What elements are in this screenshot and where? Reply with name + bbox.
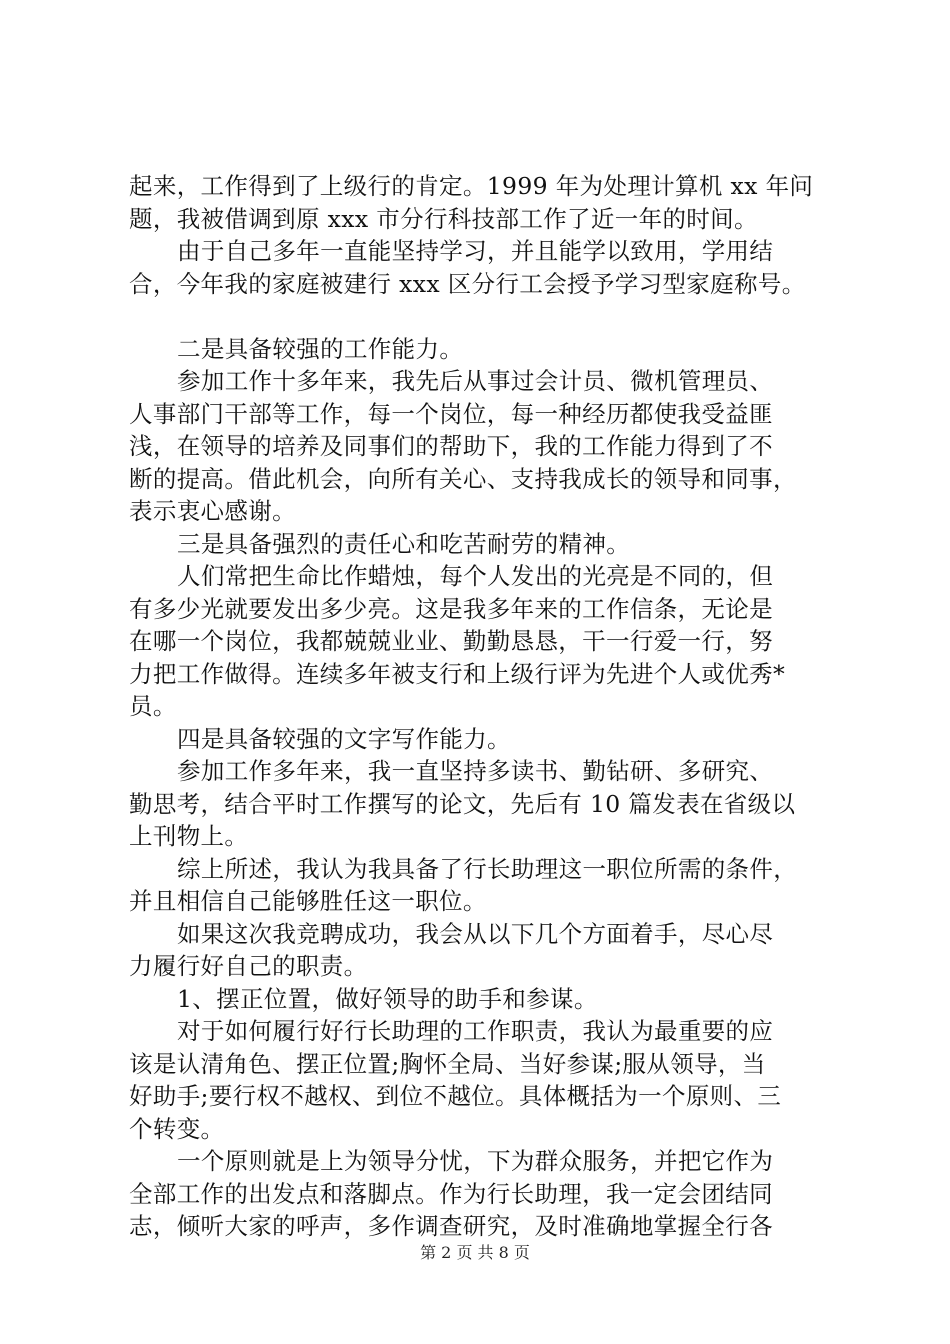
blank-line (129, 300, 829, 333)
text-line: 并且相信自己能够胜任这一职位。 (129, 887, 487, 915)
text-line: 二是具备较强的工作能力。 (177, 334, 464, 363)
text-line: 上刊物上。 (129, 822, 249, 850)
text-line: 力履行好自己的职责。 (129, 952, 368, 980)
text-line: 人事部门干部等工作，每一个岗位，每一种经历都使我受益匪 (129, 399, 773, 428)
text-line: 起来，工作得到了上级行的肯定。1999 年为处理计算机 xx 年问 (129, 172, 814, 200)
text-line: 员。 (129, 692, 177, 720)
page-number-footer: 第 2 页 共 8 页 (420, 1243, 530, 1262)
text-line: 力把工作做得。连续多年被支行和上级行评为先进个人或优秀* (129, 659, 786, 688)
text-line: 勤思考，结合平时工作撰写的论文，先后有 10 篇发表在省级以 (129, 789, 796, 818)
text-line: 对于如何履行好行长助理的工作职责，我认为最重要的应 (177, 1017, 774, 1045)
document-body (129, 170, 829, 1243)
text-line: 好助手;要行权不越权、到位不越位。具体概括为一个原则、三 (129, 1082, 782, 1110)
text-line: 合，今年我的家庭被建行 xxx 区分行工会授予学习型家庭称号。 (129, 269, 806, 298)
text-line: 该是认清角色、摆正位置;胸怀全局、当好参谋;服从领导，当 (129, 1049, 766, 1078)
text-line: 表示衷心感谢。 (129, 497, 296, 525)
text-line: 参加工作十多年来，我先后从事过会计员、微机管理员、 (177, 367, 774, 395)
text-line: 在哪一个岗位，我都兢兢业业、勤勤恳恳，干一行爱一行，努 (129, 627, 773, 655)
text-line: 志，倾听大家的呼声，多作调查研究，及时准确地掌握全行各 (129, 1212, 773, 1240)
text-line: 题，我被借调到原 xxx 市分行科技部工作了近一年的时间。 (129, 204, 758, 233)
text-line: 三是具备强烈的责任心和吃苦耐劳的精神。 (177, 529, 631, 558)
text-line: 如果这次我竞聘成功，我会从以下几个方面着手，尽心尽 (177, 919, 774, 948)
text-line: 参加工作多年来，我一直坚持多读书、勤钻研、多研究、 (177, 757, 774, 785)
text-line: 由于自己多年一直能坚持学习，并且能学以致用，学用结 (177, 237, 774, 265)
text-line: 全部工作的出发点和落脚点。作为行长助理，我一定会团结同 (129, 1179, 773, 1208)
text-line: 浅，在领导的培养及同事们的帮助下，我的工作能力得到了不 (129, 432, 773, 460)
text-line: 四是具备较强的文字写作能力。 (177, 724, 511, 753)
text-line: 综上所述，我认为我具备了行长助理这一职位所需的条件， (177, 854, 798, 883)
text-line: 有多少光就要发出多少亮。这是我多年来的工作信条，无论是 (129, 594, 773, 623)
text-line: 断的提高。借此机会，向所有关心、支持我成长的领导和同事， (129, 464, 797, 493)
text-line: 人们常把生命比作蜡烛，每个人发出的光亮是不同的，但 (177, 562, 774, 590)
text-line: 1、摆正位置，做好领导的助手和参谋。 (177, 984, 598, 1013)
text-line: 一个原则就是上为领导分忧，下为群众服务，并把它作为 (177, 1147, 774, 1175)
text-line: 个转变。 (129, 1114, 225, 1143)
